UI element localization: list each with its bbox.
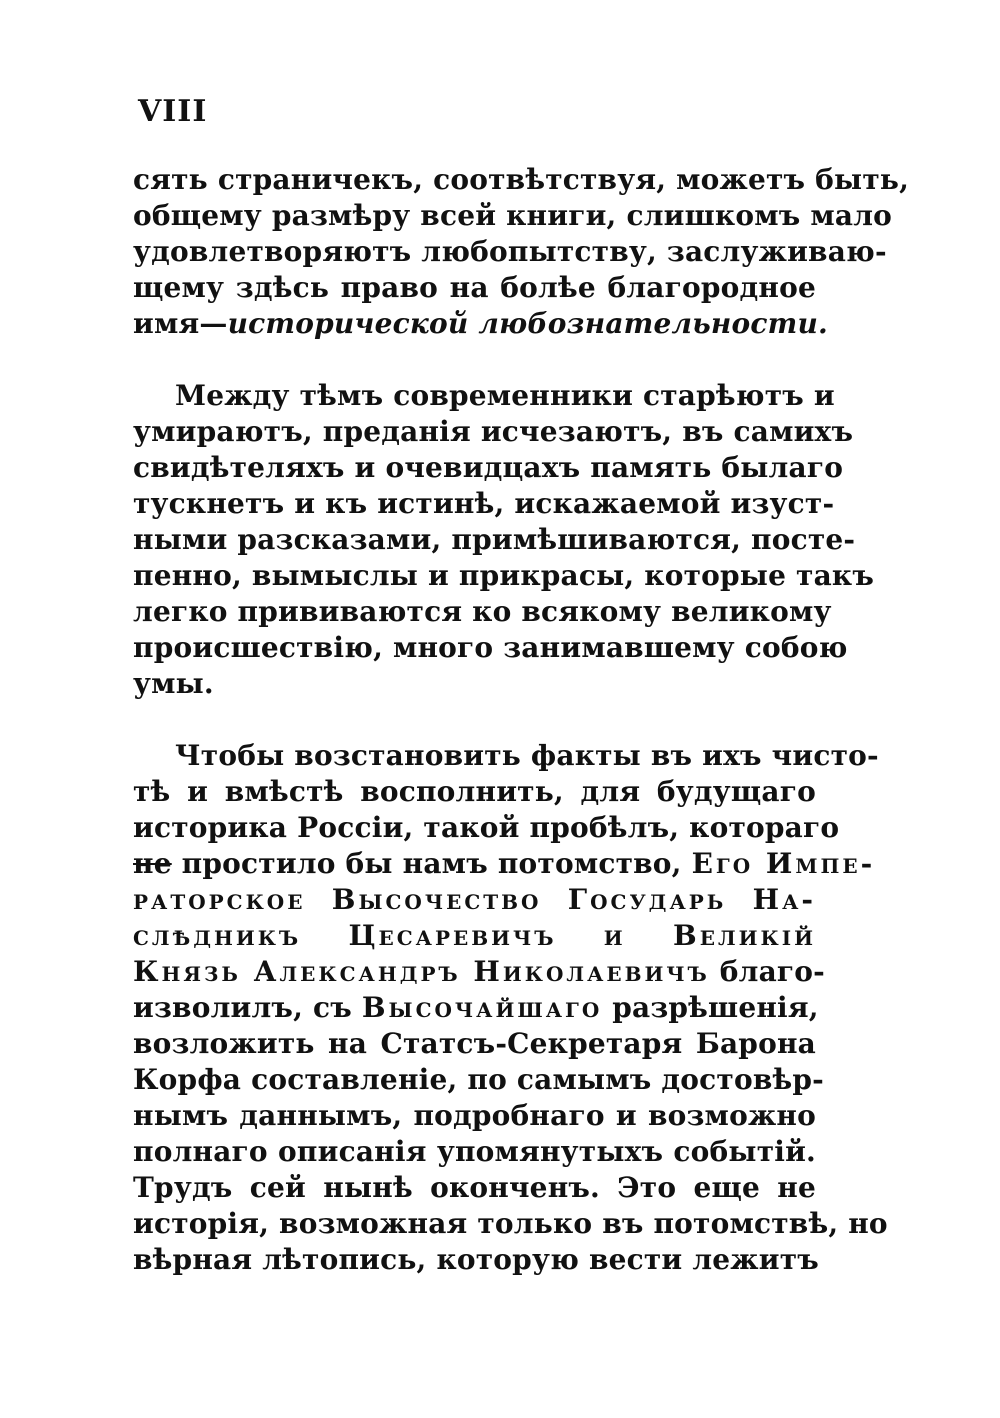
text-line: пенно, вымыслы и прикрасы, которые такъ [133, 559, 875, 592]
text-fragment: изволилъ, съ [133, 991, 362, 1024]
paragraph-3 [133, 738, 888, 1278]
text-line: Между тѣмъ современники старѣютъ и [175, 379, 835, 412]
small-caps-title: Высочайшаго [361, 991, 603, 1024]
text-line: удовлетворяютъ любопытству, заслуживаю- [133, 235, 887, 268]
page-number: VIII [138, 94, 208, 129]
text-line: умы. [133, 667, 214, 700]
italic-phrase: исторической любознательности. [227, 307, 828, 340]
text-line: раторское Высочество Государь На- [133, 883, 816, 916]
paragraph-gap [133, 342, 816, 378]
small-caps-title: Князь Александръ Николаевичъ [133, 955, 710, 988]
text-line: историка Россіи, такой пробѣлъ, котораго [133, 811, 840, 844]
page-body [133, 162, 910, 1278]
text-line: тускнетъ и къ истинѣ, искажаемой изуст- [133, 487, 835, 520]
text-line: щему здѣсь право на болѣе благородное [133, 271, 816, 304]
text-line: Чтобы возстановить факты въ ихъ чисто- [175, 739, 879, 772]
text-line: слѣдникъ Цесаревичъ и Великій [133, 919, 816, 952]
text-fragment: имя— [133, 307, 228, 340]
text-line: тѣ и вмѣстѣ восполнить, для будущаго [133, 775, 816, 808]
text-line: сять страничекъ, соотвѣтствуя, можетъ быть, [133, 163, 910, 196]
text-line [133, 306, 828, 342]
paragraph-gap [133, 702, 816, 738]
text-line [133, 846, 876, 882]
paragraph-1 [133, 162, 910, 342]
struck-word: не [133, 847, 172, 880]
text-line: вѣрная лѣтопись, которую вести лежитъ [133, 1243, 819, 1276]
text-line: Корфа составленіе, по самымъ достовѣр- [133, 1063, 824, 1096]
text-line: Трудъ сей нынѣ оконченъ. Это еще не [133, 1171, 816, 1204]
text-line: общему размѣру всей книги, слишкомъ мало [133, 199, 893, 232]
text-line: возложить на Статсъ-Секретаря Барона [133, 1027, 816, 1060]
text-line: полнаго описанія упомянутыхъ событій. [133, 1135, 816, 1168]
paragraph-2 [133, 378, 875, 702]
text-line: нымъ даннымъ, подробнаго и возможно [133, 1099, 816, 1132]
text-line: свидѣтеляхъ и очевидцахъ память былаго [133, 451, 844, 484]
text-fragment: простило бы намъ потомство, [171, 847, 692, 880]
text-fragment: благо- [709, 955, 825, 988]
text-line: умираютъ, преданія исчезаютъ, въ самихъ [133, 415, 854, 448]
small-caps-title: Его Импе- [691, 847, 876, 880]
text-line: легко прививаются ко всякому великому [133, 595, 832, 628]
text-line [133, 954, 825, 990]
text-fragment: разрѣшенія, [602, 991, 819, 1024]
text-line: происшествію, много занимавшему собою [133, 631, 848, 664]
text-line [133, 990, 819, 1026]
text-line: ными разсказами, примѣшиваются, посте- [133, 523, 856, 556]
text-line: исторія, возможная только въ потомствѣ, но [133, 1207, 888, 1240]
